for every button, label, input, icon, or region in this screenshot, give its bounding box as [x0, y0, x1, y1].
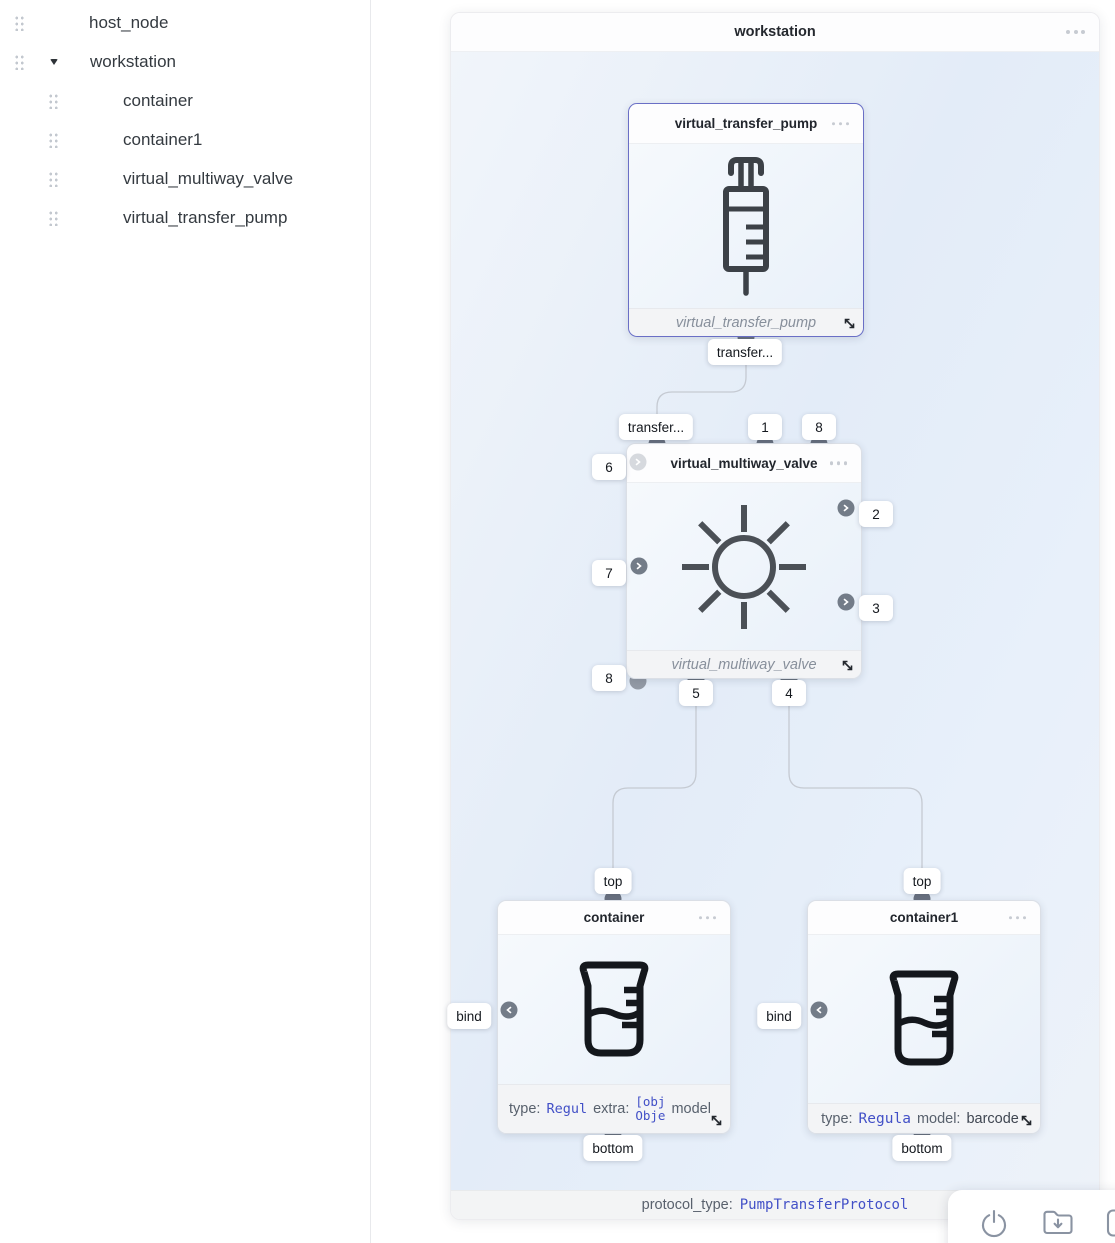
resize-icon[interactable]: [1020, 1114, 1033, 1127]
caret-down-icon[interactable]: [50, 59, 58, 65]
model-label: model:: [916, 1110, 961, 1127]
container1-top-label: top: [904, 868, 941, 894]
node-footer: [629, 308, 863, 336]
node-container1[interactable]: [807, 900, 1041, 1134]
node-body: [808, 935, 1040, 1103]
container-bottom-label: bottom: [583, 1135, 642, 1161]
node-title: virtual_transfer_pump: [674, 116, 818, 131]
valve-port-5-label: 5: [679, 680, 713, 706]
workstation-header[interactable]: [451, 13, 1099, 52]
valve-port-8-top-label: 8: [802, 414, 836, 440]
node-footer: [627, 650, 861, 678]
beaker-icon: [874, 965, 974, 1073]
multiway-valve-icon: [679, 502, 809, 632]
sidebar-divider: [370, 0, 371, 1243]
valve-port-7-label: 7: [592, 560, 626, 586]
node-body: [629, 144, 863, 308]
file-icon: [1104, 1207, 1115, 1239]
node-footer: [808, 1103, 1040, 1133]
workstation-title: workstation: [734, 24, 816, 40]
valve-port-3-label: 3: [859, 595, 893, 621]
type-value: Regul: [546, 1101, 588, 1117]
extra-value: [obj Obje: [635, 1093, 666, 1123]
pump-out-port-label: transfer...: [708, 339, 782, 365]
sidebar-item-host-node[interactable]: [0, 3, 370, 42]
drag-handle-icon[interactable]: [14, 14, 25, 31]
node-title: container: [583, 910, 645, 925]
node-header[interactable]: [498, 901, 730, 935]
model-value: barcode: [966, 1110, 1019, 1127]
resize-icon[interactable]: [843, 317, 856, 330]
node-virtual-multiway-valve[interactable]: [626, 443, 862, 679]
sidebar: [0, 0, 370, 1243]
node-title: virtual_multiway_valve: [670, 455, 818, 471]
valve-port-6-label: 6: [592, 454, 626, 480]
power-icon: [978, 1207, 1010, 1239]
power-button[interactable]: [978, 1207, 1010, 1239]
valve-port-8-bottom-label: 8: [592, 665, 626, 691]
node-header[interactable]: [808, 901, 1040, 935]
resize-icon[interactable]: [841, 659, 854, 672]
container1-bind-label: bind: [757, 1003, 801, 1029]
sidebar-item-container1[interactable]: [0, 120, 370, 159]
drag-handle-icon[interactable]: [48, 92, 59, 109]
node-body: [627, 483, 861, 650]
type-label: type:: [509, 1101, 541, 1117]
valve-top-in-port-label: transfer...: [619, 414, 693, 440]
extra-label: extra:: [593, 1101, 630, 1117]
node-header[interactable]: [629, 104, 863, 144]
sidebar-item-workstation[interactable]: [0, 42, 370, 81]
resize-icon[interactable]: [710, 1114, 723, 1127]
container-bind-label: bind: [447, 1003, 491, 1029]
drag-handle-icon[interactable]: [48, 209, 59, 226]
node-header[interactable]: [627, 444, 861, 483]
more-options-icon[interactable]: [699, 916, 717, 920]
node-subtitle: virtual_multiway_valve: [671, 656, 817, 673]
tree-item-label: host_node: [89, 12, 169, 32]
node-container[interactable]: [497, 900, 731, 1134]
valve-port-1-label: 1: [748, 414, 782, 440]
syringe-icon: [720, 152, 772, 300]
valve-port-3-handle[interactable]: [838, 594, 855, 611]
node-footer: [498, 1084, 730, 1133]
container-top-label: top: [595, 868, 632, 894]
valve-port-6-handle[interactable]: [630, 454, 647, 471]
sidebar-item-virtual-transfer-pump[interactable]: [0, 198, 370, 237]
tree-item-label: virtual_transfer_pump: [123, 207, 288, 227]
node-body: [498, 935, 730, 1084]
tree-item-label: container: [123, 90, 193, 110]
type-label: type:: [821, 1110, 853, 1127]
node-subtitle: virtual_transfer_pump: [675, 314, 817, 331]
more-options-icon[interactable]: [832, 122, 850, 126]
beaker-icon: [564, 956, 664, 1064]
canvas-toolbar: [948, 1190, 1115, 1243]
valve-port-4-label: 4: [772, 680, 806, 706]
drag-handle-icon[interactable]: [48, 170, 59, 187]
drag-handle-icon[interactable]: [14, 53, 25, 70]
type-value: Regula: [858, 1110, 911, 1127]
tree-item-label: container1: [123, 129, 203, 149]
tree-item-label: virtual_multiway_valve: [123, 168, 294, 188]
container1-bind-port-handle[interactable]: [811, 1002, 828, 1019]
sidebar-item-virtual-multiway-valve[interactable]: [0, 159, 370, 198]
protocol-type-label: protocol_type:: [641, 1197, 733, 1213]
more-options-icon[interactable]: [1009, 916, 1027, 920]
model-label: model: [671, 1101, 711, 1117]
sidebar-item-container[interactable]: [0, 81, 370, 120]
valve-port-7-handle[interactable]: [631, 558, 648, 575]
container-bind-port-handle[interactable]: [501, 1002, 518, 1019]
tree-item-label: workstation: [90, 51, 176, 71]
node-title: container1: [889, 910, 959, 925]
container1-bottom-label: bottom: [892, 1135, 951, 1161]
valve-port-2-label: 2: [859, 501, 893, 527]
protocol-type-value: PumpTransferProtocol: [739, 1197, 909, 1213]
drag-handle-icon[interactable]: [48, 131, 59, 148]
node-virtual-transfer-pump[interactable]: [628, 103, 864, 337]
folder-download-button[interactable]: [1042, 1207, 1074, 1239]
file-button[interactable]: [1104, 1207, 1115, 1239]
more-options-icon[interactable]: [830, 461, 848, 465]
folder-download-icon: [1042, 1207, 1074, 1239]
more-options-icon[interactable]: [1066, 30, 1085, 34]
valve-port-2-handle[interactable]: [838, 500, 855, 517]
